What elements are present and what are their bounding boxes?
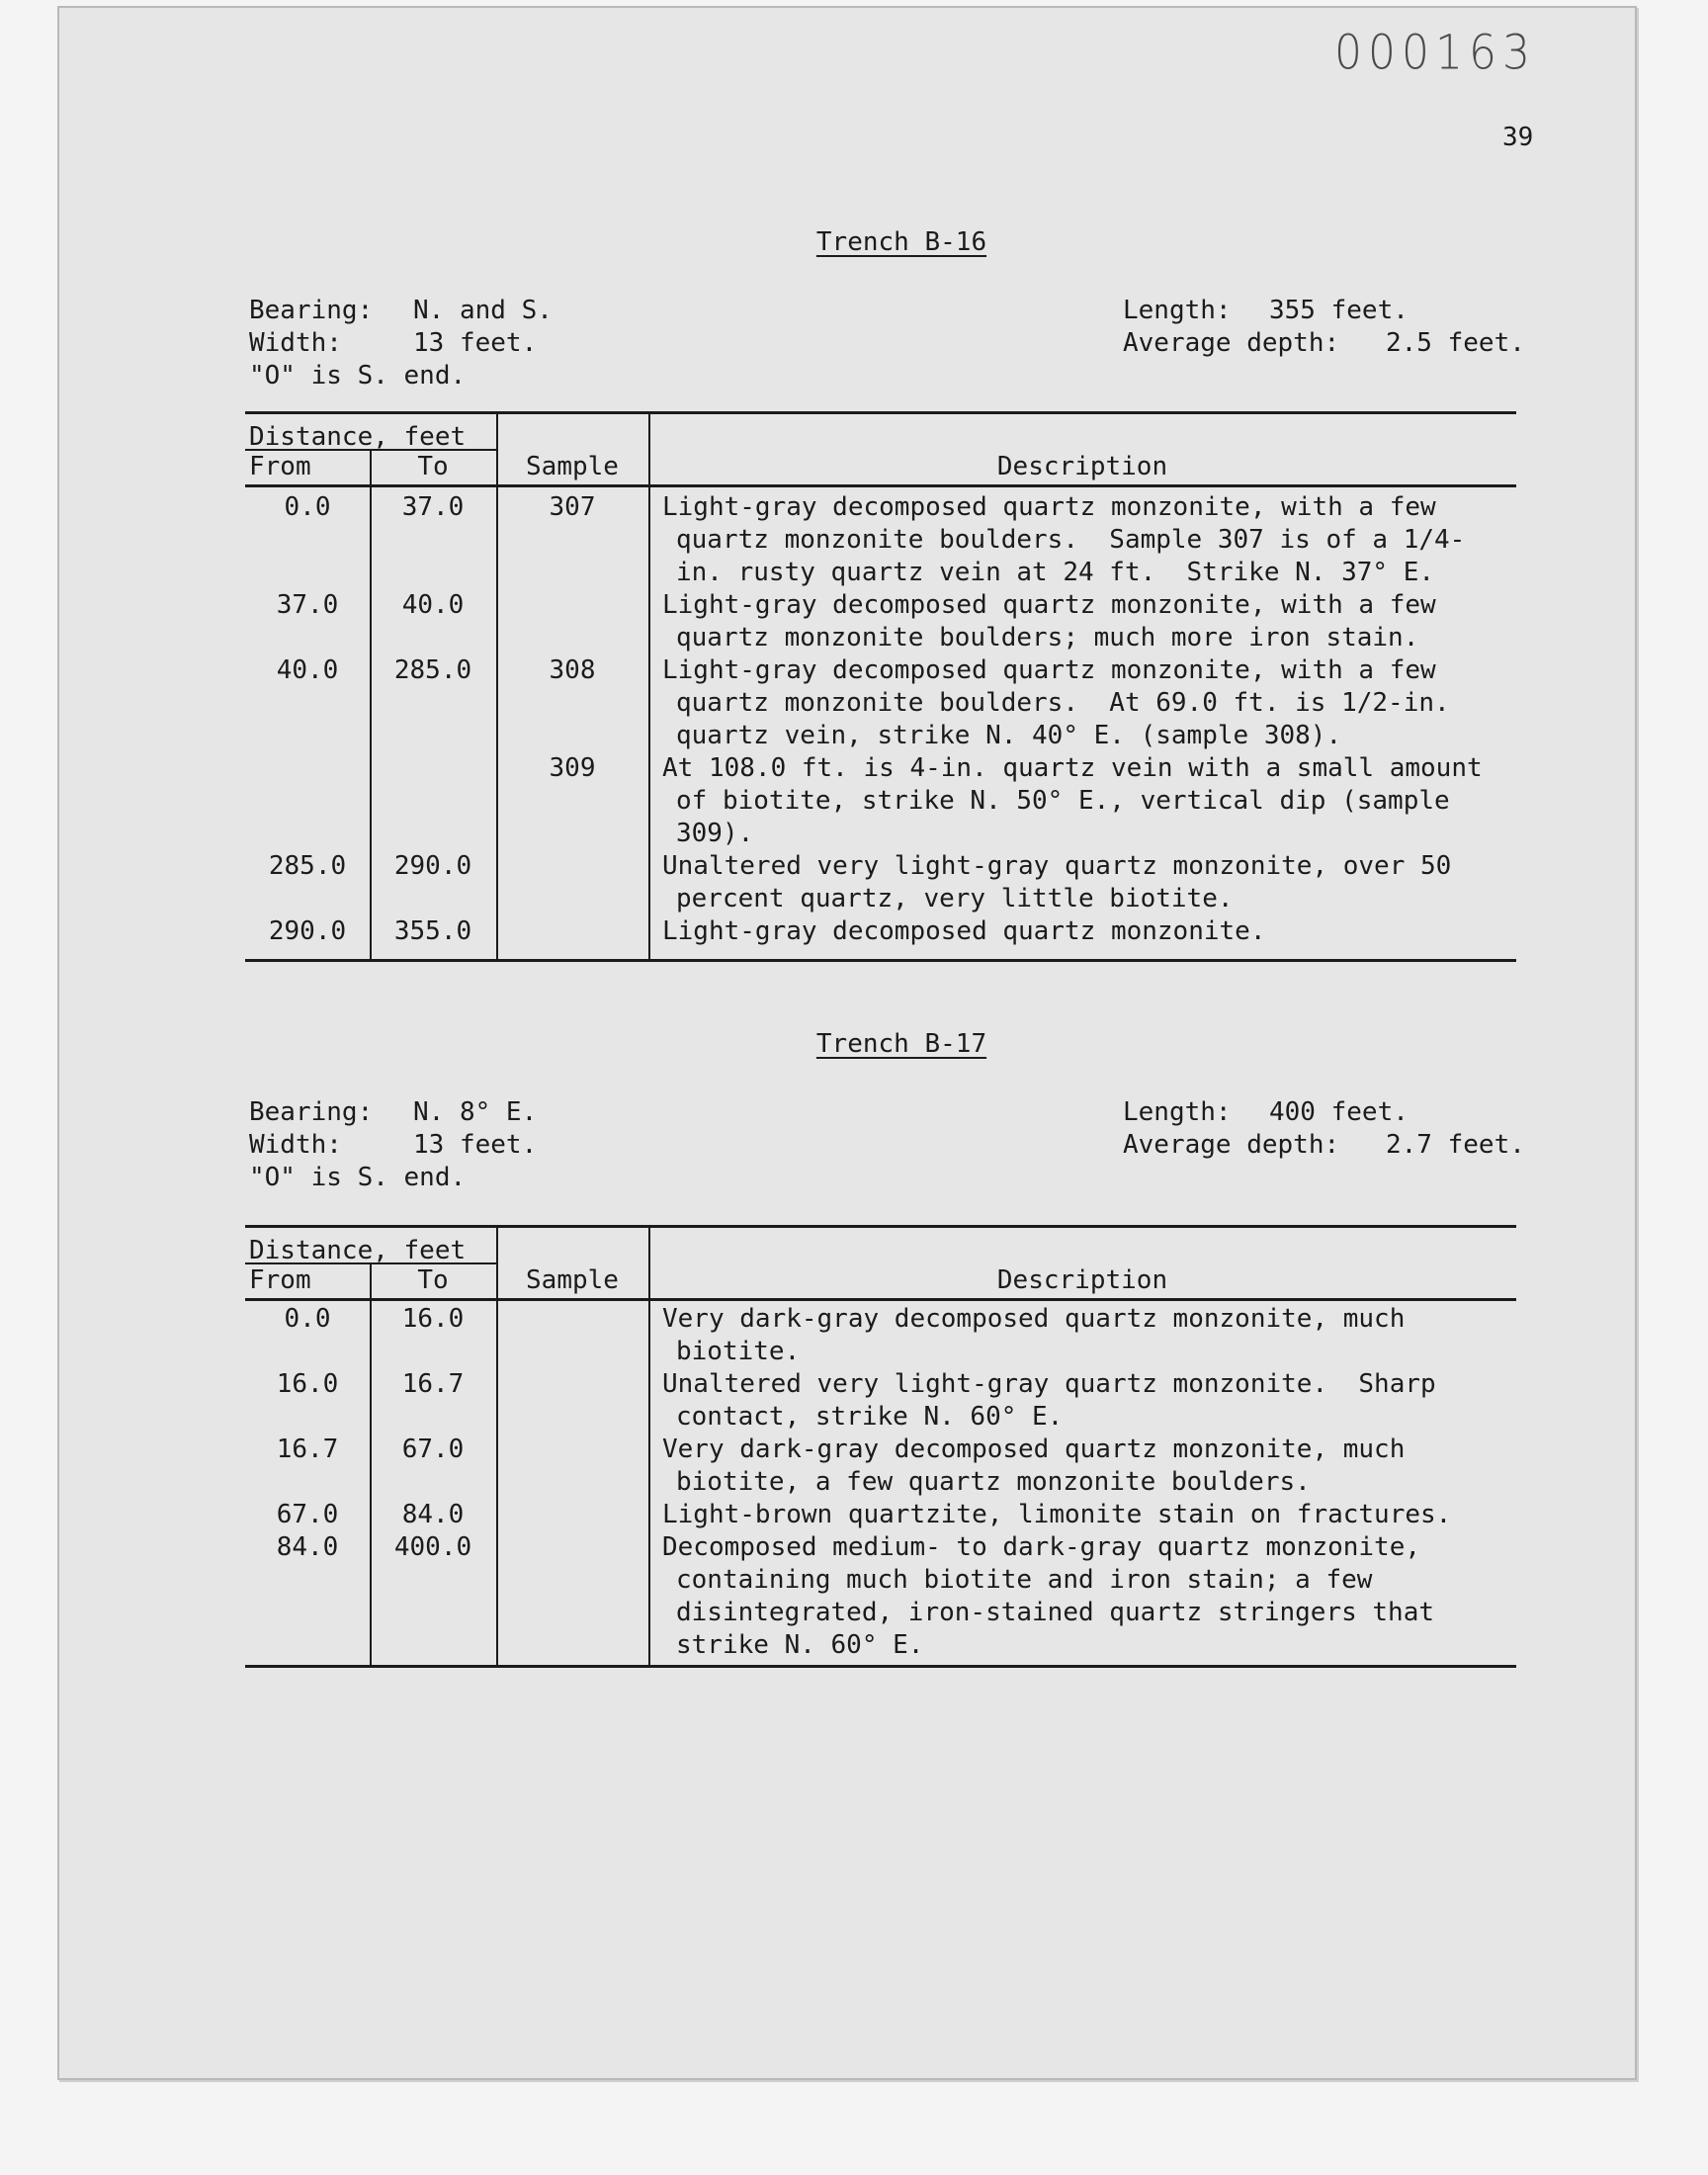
length-label: Length: xyxy=(1123,1097,1232,1127)
description-cell xyxy=(662,915,1520,948)
description-cell xyxy=(662,752,1520,850)
bearing-value: N. and S. xyxy=(413,296,553,325)
from-cell: 290.0 xyxy=(268,916,347,946)
description-line: At 108.0 ft. is 4-in. quartz vein with a small amount xyxy=(662,753,1483,783)
description-line: in. rusty quartz vein at 24 ft. Strike N. 37° E. xyxy=(676,558,1435,587)
page-number: 39 xyxy=(1502,123,1534,152)
width-label: Width: xyxy=(249,328,342,358)
description-line: Decomposed medium- to dark-gray quartz monzonite, xyxy=(662,1532,1421,1562)
from-cell: 16.0 xyxy=(276,1369,339,1399)
description-line: of biotite, strike N. 50° E., vertical dip (sample xyxy=(676,786,1450,816)
to-cell: 84.0 xyxy=(401,1500,465,1529)
width-value: 13 feet. xyxy=(413,328,538,358)
to-cell: 285.0 xyxy=(393,655,472,685)
description-line: Very dark-gray decomposed quartz monzonite, much xyxy=(662,1304,1406,1334)
to-cell: 40.0 xyxy=(401,590,465,620)
zero-end-note: "O" is S. end. xyxy=(249,1163,467,1192)
distance-header: Distance, feet xyxy=(249,1236,467,1265)
description-cell xyxy=(662,1303,1520,1368)
depth-value: 2.7 feet. xyxy=(1386,1130,1525,1160)
description-cell xyxy=(662,589,1520,654)
description-line: Light-gray decomposed quartz monzonite. xyxy=(662,916,1266,946)
distance-header: Distance, feet xyxy=(249,422,467,452)
to-cell: 37.0 xyxy=(401,492,465,522)
trench-title: Trench B-16 xyxy=(815,227,987,257)
width-value: 13 feet. xyxy=(413,1130,538,1160)
depth-label: Average depth: xyxy=(1123,328,1340,358)
table-top-rule xyxy=(245,1225,1516,1228)
from-header: From xyxy=(249,1265,311,1295)
length-value: 355 feet. xyxy=(1269,296,1409,325)
from-cell: 16.7 xyxy=(276,1435,339,1464)
bearing-label: Bearing: xyxy=(249,296,374,325)
description-line: 309). xyxy=(676,819,754,848)
to-cell: 67.0 xyxy=(401,1435,465,1464)
description-line: biotite. xyxy=(676,1337,801,1366)
description-line: biotite, a few quartz monzonite boulders. xyxy=(676,1467,1311,1497)
to-header: To xyxy=(417,1265,449,1295)
width-label: Width: xyxy=(249,1130,342,1160)
from-cell: 84.0 xyxy=(276,1532,339,1562)
length-label: Length: xyxy=(1123,296,1232,325)
description-cell xyxy=(662,850,1520,915)
to-header: To xyxy=(417,452,449,481)
from-cell: 0.0 xyxy=(284,1304,331,1334)
to-cell: 16.7 xyxy=(401,1369,465,1399)
description-cell xyxy=(662,1531,1520,1662)
zero-end-note: "O" is S. end. xyxy=(249,361,467,391)
description-header: Description xyxy=(996,452,1168,481)
description-line: contact, strike N. 60° E. xyxy=(676,1402,1064,1432)
from-cell: 37.0 xyxy=(276,590,339,620)
sample-header: Sample xyxy=(526,452,619,481)
sample-cell: 307 xyxy=(549,492,596,522)
sample-cell: 308 xyxy=(549,655,596,685)
header-bottom-rule xyxy=(245,1298,1516,1301)
from-cell: 0.0 xyxy=(284,492,331,522)
description-cell xyxy=(662,1499,1520,1531)
from-cell: 67.0 xyxy=(276,1500,339,1529)
table-bottom-rule xyxy=(245,1665,1516,1668)
description-line: quartz monzonite boulders; much more iron stain. xyxy=(676,623,1419,652)
description-cell xyxy=(662,1434,1520,1499)
description-line: Light-gray decomposed quartz monzonite, with a few xyxy=(662,492,1436,522)
description-cell xyxy=(662,491,1520,589)
description-line: quartz monzonite boulders. At 69.0 ft. is 1/2-in. xyxy=(676,688,1450,718)
length-value: 400 feet. xyxy=(1269,1097,1409,1127)
description-line: containing much biotite and iron stain; a few xyxy=(676,1565,1373,1595)
document-stamp-number: 000163 xyxy=(1334,25,1536,81)
description-line: quartz monzonite boulders. Sample 307 is of a 1/4- xyxy=(676,525,1466,555)
from-header: From xyxy=(249,452,311,481)
description-line: Light-gray decomposed quartz monzonite, with a few xyxy=(662,590,1436,620)
description-line: Light-brown quartzite, limonite stain on fractures. xyxy=(662,1500,1452,1529)
from-cell: 285.0 xyxy=(268,851,347,881)
description-cell xyxy=(662,1368,1520,1434)
description-header: Description xyxy=(996,1265,1168,1295)
bearing-value: N. 8° E. xyxy=(413,1097,538,1127)
header-bottom-rule xyxy=(245,484,1516,487)
description-cell xyxy=(662,654,1520,752)
sample-cell: 309 xyxy=(549,753,596,783)
table-top-rule xyxy=(245,411,1516,414)
to-cell: 16.0 xyxy=(401,1304,465,1334)
description-line: strike N. 60° E. xyxy=(676,1630,924,1660)
to-cell: 290.0 xyxy=(393,851,472,881)
sample-header: Sample xyxy=(526,1265,619,1295)
description-line: disintegrated, iron-stained quartz stringers that xyxy=(676,1598,1435,1627)
description-line: Very dark-gray decomposed quartz monzonite, much xyxy=(662,1435,1406,1464)
to-cell: 400.0 xyxy=(393,1532,472,1562)
trench-title: Trench B-17 xyxy=(815,1029,987,1059)
to-cell: 355.0 xyxy=(393,916,472,946)
description-line: Unaltered very light-gray quartz monzonite. Sharp xyxy=(662,1369,1436,1399)
description-line: Light-gray decomposed quartz monzonite, with a few xyxy=(662,655,1436,685)
table-bottom-rule xyxy=(245,959,1516,962)
bearing-label: Bearing: xyxy=(249,1097,374,1127)
depth-label: Average depth: xyxy=(1123,1130,1340,1160)
column-divider-sample-description xyxy=(648,411,650,959)
description-line: Unaltered very light-gray quartz monzonite, over 50 xyxy=(662,851,1452,881)
description-line: percent quartz, very little biotite. xyxy=(676,884,1234,914)
description-line: quartz vein, strike N. 40° E. (sample 308). xyxy=(676,721,1342,750)
from-cell: 40.0 xyxy=(276,655,339,685)
depth-value: 2.5 feet. xyxy=(1386,328,1525,358)
